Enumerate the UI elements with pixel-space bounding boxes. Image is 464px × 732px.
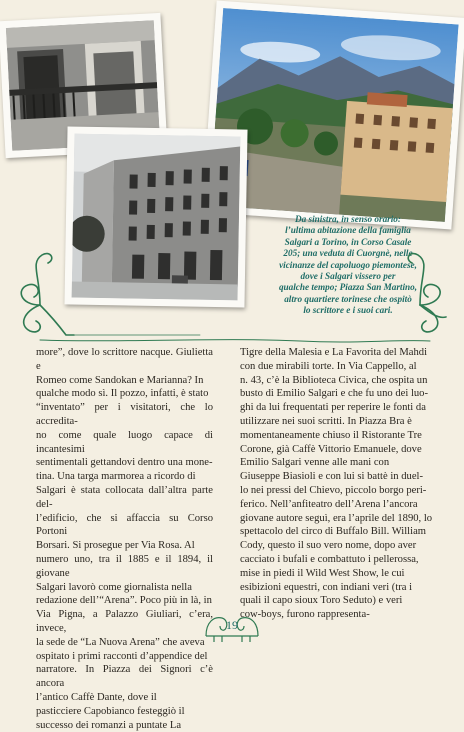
caption-line: Salgari a Torino, in Corso Casale bbox=[284, 236, 412, 247]
text-line: busto di Emilio Salgari e che fu uno dei luo- bbox=[240, 388, 429, 400]
text-line: cow-boys, furono rappresenta- bbox=[240, 609, 370, 621]
swirl-ornament bbox=[0, 245, 464, 355]
text-line: Tigre della Malesia e La Favorita del Mahdi bbox=[240, 347, 428, 358]
text-line: n. 43, c’è la Biblioteca Civica, che ospita un bbox=[240, 374, 428, 386]
text-line: ferico. Nell’anfiteatro dell’Arena l’ancora bbox=[240, 498, 418, 510]
text-line: l’antico Caffè Dante, dove il bbox=[36, 691, 157, 703]
text-line: cacciato i bufali e combattuto i pellerossa, bbox=[240, 553, 419, 565]
text-line: pasticciere Capobianco festeggiò il bbox=[36, 705, 185, 717]
text-line: Salgari lavorò come giornalista nella bbox=[36, 581, 192, 593]
text-line: momentaneamente chiuso il Ristorante Tre bbox=[240, 429, 422, 441]
text-line: con due mirabili torte. In Via Cappello, al bbox=[240, 360, 417, 372]
text-line: l’edificio, che si affaccia su Corso Portoni bbox=[36, 512, 213, 538]
text-line: Giuseppe Biasioli e con lui si battè in duel- bbox=[240, 471, 424, 483]
text-line: sentimentali gettandovi dentro una mone- bbox=[36, 457, 213, 469]
caption-line: Da sinistra, in senso orario: bbox=[295, 214, 401, 224]
text-line: ghi da lui frequentati per reperire le fonti da bbox=[240, 402, 426, 414]
text-line: mise in piedi il Wild West Show, le cui bbox=[240, 567, 405, 579]
text-column-left bbox=[36, 346, 213, 731]
mountain-town-image bbox=[209, 8, 458, 222]
caption-line: 205; una veduta di Cuorgnè, nelle bbox=[283, 248, 413, 259]
text-line: la sede de “La Nuova Arena” che aveva bbox=[36, 636, 205, 648]
text-line: Emilio Salgari venne alle mani con bbox=[240, 457, 390, 469]
text-line: esibizioni equestri, con indiani veri (tra i bbox=[240, 581, 413, 593]
text-line: qualche modo sì. Il pozzo, infatti, è stato bbox=[36, 388, 209, 400]
text-line: numero uno, tra il 1885 e il 1894, il giovane bbox=[36, 553, 213, 579]
text-line: Salgari è stata collocata dall’altra parte del- bbox=[36, 484, 213, 510]
caption-line: qualche tempo; Piazza San Martino, bbox=[278, 282, 418, 293]
text-line: Corone, già Caffè Vittorio Emanuele, dove bbox=[240, 443, 422, 455]
text-line: Via Pigna, a Palazzo Giuliari, c’era, invece, bbox=[36, 609, 213, 634]
text-line: Romeo come Sandokan e Marianna? In bbox=[36, 374, 204, 386]
text-line: more”, dove lo scrittore nacque. Giulietta e bbox=[36, 347, 213, 372]
text-line: redazione dell’“Arena”. Poco più in là, in bbox=[36, 595, 212, 607]
page-number: 19 bbox=[226, 618, 238, 632]
caption-line: altro quartiere torinese che ospitò bbox=[284, 293, 412, 304]
text-line: utilizzare nei suoi scritti. In Piazza Bra è bbox=[240, 415, 412, 427]
text-line: Borsari. Si prosegue per Via Rosa. Al bbox=[36, 540, 195, 552]
text-line: lo nei pressi del Chievo, piccolo borgo peri- bbox=[240, 484, 427, 496]
text-line: ospitato i primi racconti d’appendice del bbox=[36, 650, 208, 662]
caption-line: lo scrittore e i suoi cari. bbox=[303, 305, 393, 316]
caption-line: l’ultima abitazione della famiglia bbox=[285, 225, 411, 236]
text-line: quali il capo sioux Toro Seduto) e veri bbox=[240, 595, 403, 607]
caption-line: dove i Salgari vissero per bbox=[300, 271, 396, 282]
text-line: giovane autore seguì, era l’aprile del 1890, lo bbox=[240, 512, 433, 524]
page-number-ornament bbox=[200, 606, 264, 646]
text-line: “inventato” per i visitatori, che lo accredita- bbox=[36, 402, 213, 427]
text-line: no come quale luogo capace di incantesimi bbox=[36, 429, 213, 455]
text-line: tina. Una targa marmorea a ricordo di bbox=[36, 471, 196, 483]
caption-line: vicinanze del capoluogo piemontese, bbox=[279, 259, 417, 270]
text-column-right bbox=[240, 346, 436, 646]
text-line: Cody, questo il suo vero nome, dopo aver bbox=[240, 540, 417, 552]
text-line: successo dei romanzi a puntate La bbox=[36, 719, 182, 731]
text-line: spettacolo del circo di Buffalo Bill. William bbox=[240, 526, 427, 538]
text-line: narratore. In Piazza dei Signori c’è ancora bbox=[36, 664, 213, 690]
